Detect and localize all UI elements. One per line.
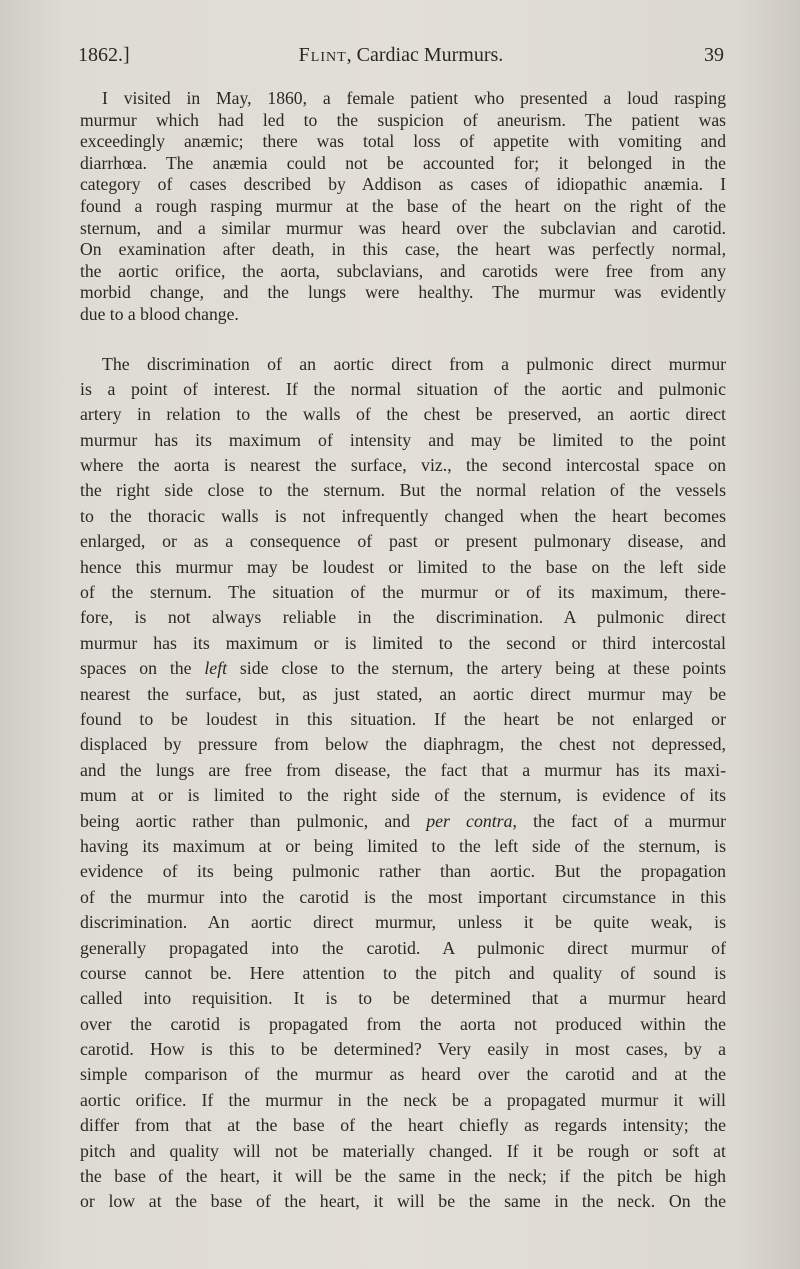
text-line: artery in relation to the walls of the chest be preserved, an aortic direct xyxy=(80,404,726,425)
text-line: the right side close to the sternum. But the normal relation of the vessels xyxy=(80,480,726,501)
paragraph-discrimination xyxy=(80,352,726,1215)
text-line: evidence of its being pulmonic rather than aortic. But the propagation xyxy=(80,861,726,882)
text-line: course cannot be. Here attention to the pitch and quality of sound is xyxy=(80,962,726,983)
italic-emphasis: per contra xyxy=(426,810,513,831)
page-number: 39 xyxy=(704,44,724,66)
text-line: or low at the base of the heart, it will be the same in the neck. On the xyxy=(80,1191,726,1212)
text-line: aortic orifice. If the murmur in the neck be a propagated murmur it will xyxy=(80,1089,726,1110)
text-line: and the lungs are free from disease, the fact that a murmur has its maxi- xyxy=(80,759,726,780)
text-line: the base of the heart, it will be the same in the neck; if the pitch be high xyxy=(80,1166,726,1187)
text-line: simple comparison of the murmur as heard over the carotid and at the xyxy=(80,1064,726,1085)
text-line: to the thoracic walls is not infrequently changed when the heart becomes xyxy=(80,505,726,526)
text-line: fore, is not always reliable in the discrimination. A pulmonic direct xyxy=(80,607,726,628)
text-line-mixed xyxy=(80,809,726,834)
text-line: hence this murmur may be loudest or limited to the base on the left side xyxy=(80,556,726,577)
text-line: pitch and quality will not be materially changed. If it be rough or soft at xyxy=(80,1140,726,1161)
header-author: Flint xyxy=(298,44,347,66)
text-line: The discrimination of an aortic direct from a pulmonic direct murmur xyxy=(102,353,726,374)
text-segment: , the fact of a murmur xyxy=(512,810,727,831)
text-line: nearest the surface, but, as just stated, an aortic direct murmur may be xyxy=(80,683,726,704)
header-year: 1862.] xyxy=(78,44,130,66)
text-line: over the carotid is propagated from the aorta not produced within the xyxy=(80,1013,726,1034)
body-text xyxy=(80,88,726,1215)
text-line: displaced by pressure from below the diaphragm, the chest not depressed, xyxy=(80,734,726,755)
text-segment: spaces on the xyxy=(80,658,205,679)
text-line: due to a blood change. xyxy=(80,303,239,324)
text-line: murmur has its maximum or is limited to the second or third intercostal xyxy=(80,632,726,653)
text-line: murmur which had led to the suspicion of aneurism. The patient was xyxy=(80,109,726,130)
text-line: where the aorta is nearest the surface, viz., the second intercostal space on xyxy=(80,455,726,476)
text-line: exceedingly anæmic; there was total loss of appetite with vomiting and xyxy=(80,131,726,152)
text-line: carotid. How is this to be determined? Very easily in most cases, by a xyxy=(80,1039,726,1060)
text-line: is a point of interest. If the normal situation of the aortic and pulmonic xyxy=(80,378,726,399)
text-line: category of cases described by Addison as cases of idiopathic anæmia. I xyxy=(80,174,726,195)
text-line: the aortic orifice, the aorta, subclavians, and carotids were free from any xyxy=(80,260,726,281)
text-line: found to be loudest in this situation. If the heart be not enlarged or xyxy=(80,709,726,729)
paragraph-case-report xyxy=(80,88,726,326)
text-line: murmur has its maximum of intensity and may be limited to the point xyxy=(80,429,726,450)
text-line: called into requisition. It is to be determined that a murmur heard xyxy=(80,988,726,1009)
text-segment: being aortic rather than pulmonic, and xyxy=(80,810,427,831)
text-line: of the sternum. The situation of the murmur or of its maximum, there- xyxy=(80,582,726,603)
text-line: morbid change, and the lungs were healthy. The murmur was evidently xyxy=(80,282,726,303)
running-header xyxy=(78,44,724,74)
text-line: differ from that at the base of the heart chiefly as regards intensity; the xyxy=(80,1115,726,1136)
text-line-mixed xyxy=(80,656,726,681)
header-title xyxy=(78,44,724,67)
text-line: mum at or is limited to the right side of the sternum, is evidence of its xyxy=(80,785,726,806)
text-line: I visited in May, 1860, a female patient who presented a loud rasping xyxy=(102,88,726,108)
text-line: sternum, and a similar murmur was heard over the subclavian and carotid. xyxy=(80,217,726,238)
italic-emphasis: left xyxy=(204,658,228,679)
text-line: found a rough rasping murmur at the base of the heart on the right of the xyxy=(80,195,726,216)
text-line: of the murmur into the carotid is the most important circumstance in this xyxy=(80,886,726,907)
text-line: enlarged, or as a consequence of past or present pulmonary disease, and xyxy=(80,531,726,552)
text-line: discrimination. An aortic direct murmur, unless it be quite weak, is xyxy=(80,912,726,933)
text-line: having its maximum at or being limited to the left side of the sternum, is xyxy=(80,835,726,856)
text-segment: side close to the sternum, the artery being at these points xyxy=(227,658,727,679)
text-line: diarrhœa. The anæmia could not be accounted for; it belonged in the xyxy=(80,152,726,173)
text-line: On examination after death, in this case, the heart was perfectly normal, xyxy=(80,239,726,260)
header-subject: , Cardiac Murmurs. xyxy=(346,44,504,66)
text-line: generally propagated into the carotid. A pulmonic direct murmur of xyxy=(80,937,726,958)
